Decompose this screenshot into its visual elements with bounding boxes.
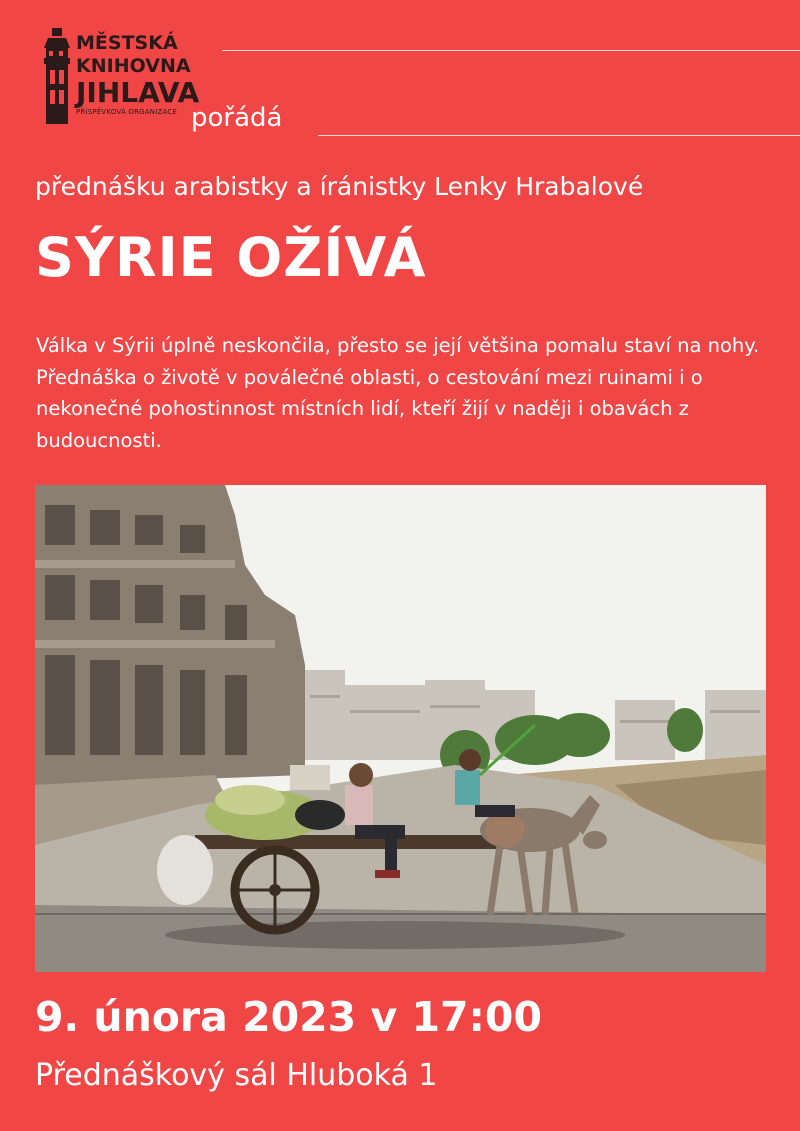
divider-top xyxy=(222,50,800,51)
event-description: Válka v Sýrii úplně neskončila, přesto se její většina pomalu staví na nohy. Přednáška o životě v poválečné oblasti, o cestování mezi ruinami i o nekonečné pohostinnost místních lidí, kteří žijí v naději i obavách z budoucnosti. xyxy=(36,334,760,452)
logo-line-3: JIHLAVA xyxy=(76,76,200,109)
logo-line-2: KNIHOVNA xyxy=(76,55,191,77)
event-venue: Přednáškový sál Hluboká 1 xyxy=(35,1058,438,1093)
event-photo xyxy=(35,485,766,972)
presents-label: pořádá xyxy=(191,103,283,133)
logo-line-1: MĚSTSKÁ xyxy=(76,32,178,54)
logo-text xyxy=(76,34,199,116)
divider-bottom xyxy=(318,135,800,136)
event-subtitle: přednášku arabistky a íránistky Lenky Hrabalové xyxy=(35,172,644,201)
event-date: 9. února 2023 v 17:00 xyxy=(35,993,542,1041)
street-photo-illustration xyxy=(35,485,766,972)
library-logo xyxy=(40,26,200,132)
event-title: SÝRIE OŽÍVÁ xyxy=(35,226,427,289)
tower-icon xyxy=(40,26,76,126)
logo-line-4: PŘÍSPĚVKOVÁ ORGANIZACE xyxy=(76,108,178,116)
